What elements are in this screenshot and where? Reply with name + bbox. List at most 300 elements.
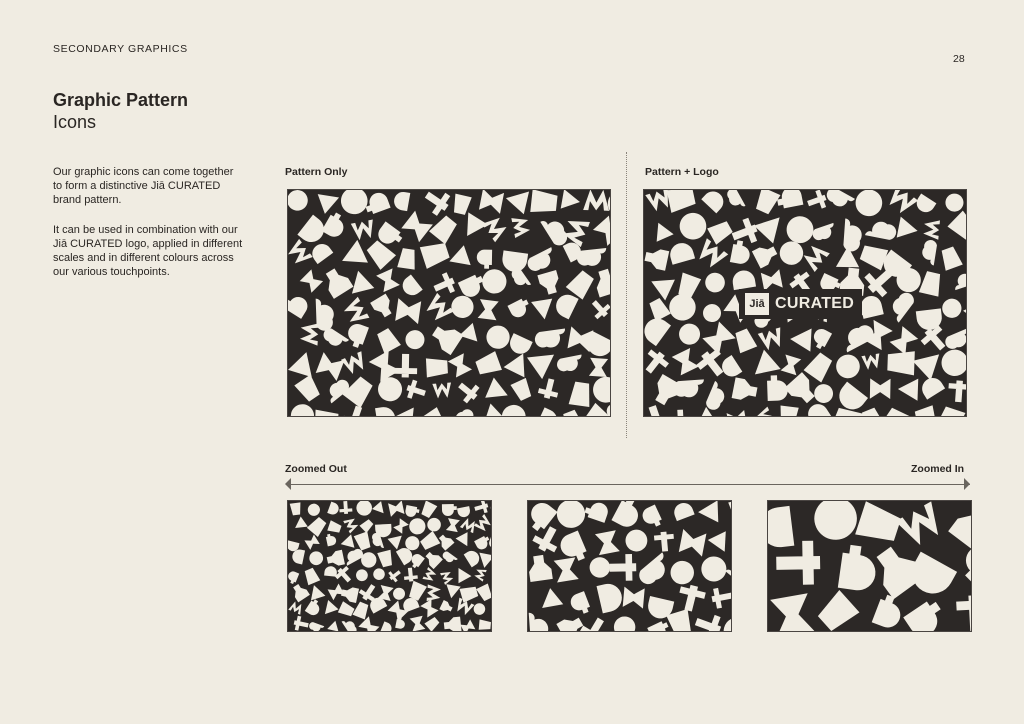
- pattern-icon-13: [650, 219, 674, 242]
- pattern-icon-16: [554, 557, 579, 582]
- pattern-icon-52: [341, 297, 369, 327]
- pattern-icon-86: [941, 349, 967, 377]
- pattern-icon-54: [395, 298, 421, 324]
- pattern-icon-1: [306, 502, 322, 518]
- pattern-icon-0: [288, 190, 312, 215]
- pattern-icon-15: [528, 554, 553, 582]
- pattern-icon-19: [811, 223, 837, 243]
- pattern-icon-94: [395, 617, 406, 630]
- pattern-icon-96: [870, 378, 891, 399]
- pattern-icon-5: [372, 501, 388, 517]
- pattern-icon-94: [811, 381, 835, 405]
- pattern-icon-109: [883, 405, 913, 417]
- pattern-icon-22: [725, 561, 732, 586]
- pattern-icon-84: [887, 350, 915, 375]
- pattern-icon-15: [351, 219, 376, 241]
- pattern-logo-label: Pattern + Logo: [645, 166, 719, 178]
- pattern-icon-98: [569, 381, 593, 407]
- pattern-icon-52: [700, 301, 724, 325]
- pattern-icon-12: [654, 531, 675, 552]
- pattern-icon-10: [770, 593, 814, 632]
- pattern-icon-2: [583, 501, 610, 523]
- pattern-icon-14: [321, 211, 349, 240]
- pattern-icon-13: [292, 516, 308, 533]
- pattern-icon-67: [758, 327, 786, 351]
- pattern-icon-22: [540, 213, 571, 248]
- pattern-icon-57: [478, 299, 499, 320]
- pattern-icon-101: [671, 409, 691, 417]
- pattern-icon-6: [805, 190, 829, 212]
- pattern-icon-105: [778, 405, 799, 417]
- pattern-icon-80: [426, 357, 448, 377]
- pattern-icon-15: [707, 218, 734, 244]
- pattern-icon-39: [320, 265, 353, 299]
- pattern-icon-76: [672, 348, 699, 375]
- pattern-icon-41: [376, 268, 400, 292]
- pattern-icon-17: [401, 211, 433, 243]
- pattern-icon-25: [644, 247, 669, 271]
- pattern-icon-22: [446, 518, 460, 532]
- pattern-icon-24: [474, 514, 492, 534]
- pattern-icon-37: [610, 241, 611, 275]
- pattern-icon-10: [913, 194, 936, 216]
- pattern-icon-2: [701, 190, 727, 213]
- pattern-icon-36: [576, 248, 608, 267]
- pattern-icon-70: [482, 321, 514, 353]
- pattern-icon-96: [510, 378, 533, 402]
- pattern-icon-95: [485, 378, 512, 406]
- pattern-icon-100: [289, 402, 317, 417]
- page-number: 28: [953, 53, 965, 65]
- pattern-icon-111: [939, 404, 966, 417]
- pattern-icon-110: [560, 409, 584, 417]
- pattern-icon-54: [355, 569, 368, 582]
- pattern-icon-49: [951, 270, 967, 290]
- pattern-icon-105: [423, 407, 447, 417]
- pattern-icon-12: [872, 593, 906, 631]
- pattern-icon-1: [667, 190, 697, 213]
- pattern-icon-84: [527, 344, 562, 379]
- pattern-icon-60: [552, 291, 578, 319]
- pattern-icon-68: [428, 321, 463, 355]
- pattern-icon-56: [450, 295, 474, 319]
- pattern-icon-101: [315, 410, 339, 417]
- pattern-icon-73: [460, 584, 479, 602]
- pattern-icon-106: [449, 406, 476, 417]
- pattern-icon-42: [399, 274, 423, 299]
- pattern-icon-11: [623, 527, 650, 554]
- pattern-icon-62: [963, 293, 967, 324]
- pattern-icon-34: [647, 620, 672, 632]
- pattern-icon-7: [479, 190, 504, 214]
- pattern-icon-47: [537, 270, 562, 296]
- pattern-icon-27: [694, 238, 728, 271]
- pattern-icon-48: [919, 270, 943, 296]
- pattern-icon-77: [341, 351, 368, 376]
- pattern-icon-40: [347, 268, 374, 294]
- pattern-icon-110: [914, 405, 935, 417]
- pattern-icon-7: [404, 505, 419, 518]
- pattern-icon-61: [473, 567, 486, 582]
- pattern-icon-68: [790, 327, 812, 351]
- pattern-logo-panel: [643, 189, 967, 417]
- pattern-icon-72: [890, 326, 919, 355]
- pattern-icon-82: [832, 350, 865, 383]
- logo-mark: Jiā: [745, 293, 769, 315]
- pattern-icon-28: [676, 583, 707, 614]
- pattern-icon-103: [375, 405, 397, 417]
- zoomed-out-panel: [287, 500, 492, 632]
- pattern-icon-3: [611, 501, 644, 531]
- pattern-icon-64: [675, 320, 704, 349]
- pattern-icon-40: [326, 550, 345, 568]
- pattern-icon-39: [307, 549, 325, 567]
- pattern-icon-21: [696, 551, 731, 586]
- pattern-icon-6: [388, 501, 404, 517]
- pattern-icon-103: [727, 410, 748, 417]
- pattern-icon-76: [305, 598, 323, 617]
- pattern-icon-38: [646, 271, 674, 301]
- pattern-icon-20: [843, 218, 863, 252]
- pattern-icon-75: [288, 349, 318, 378]
- pattern-icon-10: [561, 190, 582, 212]
- pattern-icon-34: [525, 247, 558, 274]
- pattern-icon-48: [464, 548, 482, 567]
- pattern-icon-82: [474, 351, 502, 377]
- pattern-icon-33: [610, 612, 640, 632]
- pattern-icon-3: [895, 501, 947, 550]
- pattern-icon-83: [861, 353, 881, 370]
- pattern-icon-45: [481, 268, 507, 294]
- pattern-icon-1: [318, 190, 343, 214]
- pattern-icon-3: [339, 501, 353, 514]
- pattern-icon-50: [647, 297, 671, 322]
- pattern-icon-66: [733, 327, 758, 353]
- pattern-icon-60: [452, 564, 471, 583]
- pattern-icon-30: [529, 612, 550, 632]
- pattern-icon-75: [644, 347, 671, 379]
- pattern-icon-89: [673, 379, 705, 398]
- pattern-icon-69: [809, 326, 832, 350]
- pattern-icon-9: [442, 504, 457, 516]
- pattern-icon-67: [402, 326, 429, 353]
- page-title: Graphic Pattern: [53, 90, 189, 110]
- pattern-icon-19: [636, 552, 674, 588]
- pattern-icon-66: [374, 327, 400, 354]
- pattern-icon-91: [732, 377, 759, 402]
- pattern-icon-93: [380, 621, 393, 632]
- pattern-icon-33: [419, 531, 440, 552]
- pattern-icon-32: [405, 536, 419, 550]
- pattern-icon-20: [406, 515, 428, 537]
- pattern-icon-78: [718, 355, 742, 380]
- pattern-icon-75: [288, 600, 304, 615]
- pattern-icon-35: [920, 239, 937, 266]
- pattern-icon-92: [404, 379, 427, 402]
- zoomed-out-label: Zoomed Out: [285, 463, 347, 475]
- pattern-icon-4: [393, 191, 411, 212]
- pattern-icon-96: [424, 616, 440, 632]
- pattern-icon-72: [534, 328, 567, 349]
- pattern-icon-65: [344, 321, 369, 349]
- pattern-icon-97: [537, 377, 561, 401]
- pattern-icon-4: [356, 501, 372, 516]
- pattern-icon-99: [948, 380, 967, 403]
- pattern-icon-8: [855, 190, 883, 217]
- pattern-icon-26: [623, 587, 645, 609]
- pattern-icon-97: [443, 617, 461, 632]
- pattern-icon-35: [456, 532, 474, 549]
- pattern-icon-3: [724, 190, 745, 212]
- brand-logo: [739, 289, 862, 319]
- pattern-icon-43: [431, 271, 458, 298]
- pattern-icon-58: [422, 567, 437, 583]
- pattern-graphic: [768, 501, 972, 632]
- pattern-icon-86: [589, 358, 608, 377]
- pattern-icon-79: [352, 601, 370, 620]
- pattern-icon-18: [429, 213, 460, 244]
- pattern-icon-2: [327, 502, 340, 517]
- pattern-icon-106: [800, 400, 832, 417]
- pattern-icon-84: [439, 600, 453, 614]
- section-label: SECONDARY GRAPHICS: [53, 43, 188, 55]
- pattern-icon-14: [708, 531, 732, 556]
- pattern-icon-5: [775, 190, 803, 209]
- pattern-icon-2: [336, 190, 373, 219]
- pattern-icon-91: [373, 373, 406, 406]
- scale-line: [287, 484, 970, 485]
- pattern-icon-10: [457, 506, 471, 518]
- pattern-icon-17: [754, 208, 789, 243]
- pattern-icon-49: [477, 553, 492, 570]
- pattern-icon-26: [667, 240, 695, 264]
- pattern-icon-58: [507, 297, 532, 320]
- pattern-icon-74: [943, 328, 967, 352]
- pattern-icon-99: [592, 376, 611, 403]
- pattern-icon-28: [730, 240, 752, 266]
- pattern-icon-71: [507, 333, 533, 357]
- pattern-icon-51: [303, 567, 321, 585]
- pattern-icon-46: [423, 549, 443, 569]
- pattern-icon-24: [947, 211, 967, 244]
- intro-paragraph-2: It can be used in combination with our Jiā CURATED logo, applied in different scales and in different colours across our various touchpoints.: [53, 224, 243, 278]
- pattern-icon-10: [595, 530, 620, 555]
- pattern-icon-76: [316, 352, 345, 381]
- pattern-icon-29: [710, 586, 732, 610]
- pattern-icon-25: [288, 239, 313, 268]
- pattern-icon-26: [304, 535, 319, 550]
- pattern-icon-104: [394, 401, 423, 417]
- pattern-icon-36: [692, 610, 724, 632]
- pattern-icon-11: [815, 590, 860, 632]
- pattern-icon-90: [342, 374, 375, 408]
- pattern-icon-59: [886, 289, 917, 323]
- pattern-icon-15: [327, 520, 342, 534]
- pattern-icon-0: [768, 506, 794, 550]
- pattern-icon-79: [393, 354, 417, 378]
- pattern-icon-27: [325, 533, 337, 547]
- pattern-icon-81: [448, 353, 472, 377]
- pattern-icon-83: [420, 599, 438, 617]
- pattern-icon-50: [288, 291, 311, 319]
- pattern-icon-88: [293, 615, 310, 632]
- pattern-only-panel: [287, 189, 611, 417]
- pattern-icon-32: [477, 250, 493, 269]
- pattern-icon-92: [358, 616, 379, 632]
- pattern-icon-29: [397, 248, 417, 270]
- pattern-icon-25: [597, 581, 625, 613]
- pattern-icon-69: [459, 323, 484, 348]
- pattern-icon-102: [341, 403, 369, 417]
- pattern-icon-89: [308, 621, 324, 632]
- pattern-icon-5: [671, 501, 694, 521]
- pattern-icon-37: [719, 615, 732, 632]
- pattern-icon-13: [903, 598, 948, 632]
- pattern-icon-78: [338, 601, 355, 618]
- pattern-icon-22: [897, 217, 920, 242]
- pattern-icon-94: [454, 377, 482, 405]
- pattern-icon-29: [752, 242, 780, 269]
- scale-arrow-left-icon: [285, 478, 291, 490]
- pattern-icon-17: [359, 518, 374, 533]
- pattern-icon-88: [294, 375, 322, 404]
- pattern-icon-100: [644, 402, 672, 417]
- pattern-icon-21: [425, 516, 443, 534]
- pattern-icon-53: [370, 294, 396, 320]
- pattern-icon-31: [446, 245, 471, 271]
- pattern-icon-28: [339, 534, 354, 550]
- pattern-icon-65: [702, 322, 735, 355]
- pattern-icon-4: [753, 190, 781, 216]
- pattern-icon-72: [444, 584, 461, 599]
- page-subtitle: Icons: [53, 112, 97, 132]
- pattern-icon-55: [371, 566, 387, 582]
- pattern-icon-13: [679, 529, 707, 557]
- pattern-icon-56: [387, 567, 404, 584]
- pattern-icon-52: [324, 566, 337, 577]
- pattern-icon-6: [698, 501, 719, 523]
- pattern-icon-80: [781, 355, 802, 376]
- pattern-icon-99: [479, 619, 491, 630]
- pattern-icon-19: [457, 212, 487, 242]
- pattern-icon-63: [290, 582, 310, 602]
- pattern-icon-7: [824, 190, 855, 212]
- pattern-icon-24: [593, 216, 611, 246]
- pattern-icon-43: [377, 550, 394, 568]
- pattern-icon-64: [307, 583, 326, 601]
- pattern-icon-98: [918, 374, 945, 400]
- pattern-icon-49: [592, 267, 611, 297]
- pattern-icon-85: [556, 355, 584, 374]
- pattern-icon-21: [511, 215, 531, 238]
- pattern-icon-50: [288, 570, 299, 585]
- zoomed-in-label: Zoomed In: [911, 463, 965, 475]
- pattern-icon-55: [422, 293, 454, 325]
- pattern-icon-71: [427, 584, 442, 602]
- pattern-icon-32: [578, 613, 611, 632]
- intro-paragraph-1: Our graphic icons can come together to form a distinctive Jiā CURATED brand pattern.: [53, 166, 234, 206]
- pattern-icon-5: [420, 190, 453, 218]
- pattern-icon-90: [704, 381, 729, 412]
- pattern-icon-8: [419, 501, 437, 519]
- pattern-icon-63: [300, 322, 319, 346]
- pattern-icon-16: [343, 516, 360, 534]
- pattern-only-label: Pattern Only: [285, 166, 348, 178]
- pattern-icon-57: [403, 567, 418, 582]
- pattern-graphic: [288, 190, 611, 417]
- pattern-icon-31: [800, 241, 830, 272]
- logo-wordmark: CURATED: [775, 295, 855, 312]
- pattern-icon-61: [587, 296, 611, 321]
- pattern-icon-48: [566, 268, 597, 299]
- pattern-icon-14: [680, 213, 707, 240]
- pattern-icon-51: [664, 289, 701, 326]
- pattern-icon-6: [451, 194, 471, 216]
- pattern-icon-24: [568, 591, 591, 617]
- pattern-icon-19: [393, 518, 409, 534]
- pattern-icon-20: [482, 213, 510, 242]
- pattern-icon-61: [939, 296, 964, 321]
- pattern-icon-2: [855, 501, 903, 546]
- pattern-icon-40: [702, 269, 729, 296]
- pattern-icon-95: [410, 616, 426, 632]
- pattern-icon-97: [898, 378, 919, 401]
- pattern-icon-18: [786, 215, 815, 244]
- pattern-icon-36: [939, 246, 963, 271]
- pattern-icon-14: [956, 594, 972, 632]
- pattern-icon-47: [441, 550, 458, 565]
- pattern-icon-62: [488, 568, 492, 586]
- pattern-icon-93: [432, 383, 452, 399]
- pattern-icon-9: [884, 190, 918, 217]
- pattern-icon-78: [369, 350, 400, 381]
- pattern-icon-27: [337, 240, 368, 272]
- pattern-icon-42: [761, 269, 783, 291]
- pattern-icon-109: [535, 407, 561, 417]
- pattern-icon-8: [905, 552, 958, 601]
- pattern-icon-59: [440, 569, 454, 585]
- pattern-icon-1: [554, 501, 587, 530]
- pattern-icon-21: [865, 219, 898, 241]
- pattern-icon-14: [307, 515, 328, 537]
- panel-divider: [626, 152, 627, 438]
- pattern-icon-12: [489, 501, 492, 516]
- pattern-icon-1: [814, 501, 858, 541]
- pattern-icon-16: [729, 216, 761, 248]
- pattern-icon-107: [477, 403, 505, 417]
- pattern-icon-5: [776, 541, 821, 586]
- pattern-icon-0: [290, 502, 302, 515]
- pattern-icon-91: [342, 616, 359, 632]
- pattern-icon-77: [320, 600, 339, 619]
- pattern-graphic: [288, 501, 492, 632]
- pattern-icon-26: [308, 240, 333, 264]
- pattern-icon-53: [333, 564, 355, 586]
- pattern-icon-23: [923, 219, 940, 240]
- pattern-icon-29: [354, 531, 373, 551]
- pattern-icon-7: [728, 501, 732, 527]
- zoomed-in-panel: [767, 500, 972, 632]
- scale-arrow-right-icon: [964, 478, 970, 490]
- pattern-icon-108: [859, 406, 886, 417]
- pattern-icon-38: [300, 269, 323, 292]
- pattern-icon-11: [583, 190, 610, 211]
- pattern-icon-9: [530, 190, 558, 215]
- pattern-icon-31: [388, 530, 407, 549]
- pattern-icon-17: [587, 554, 613, 580]
- medium-zoom-panel: [527, 500, 732, 632]
- pattern-icon-4: [948, 501, 972, 553]
